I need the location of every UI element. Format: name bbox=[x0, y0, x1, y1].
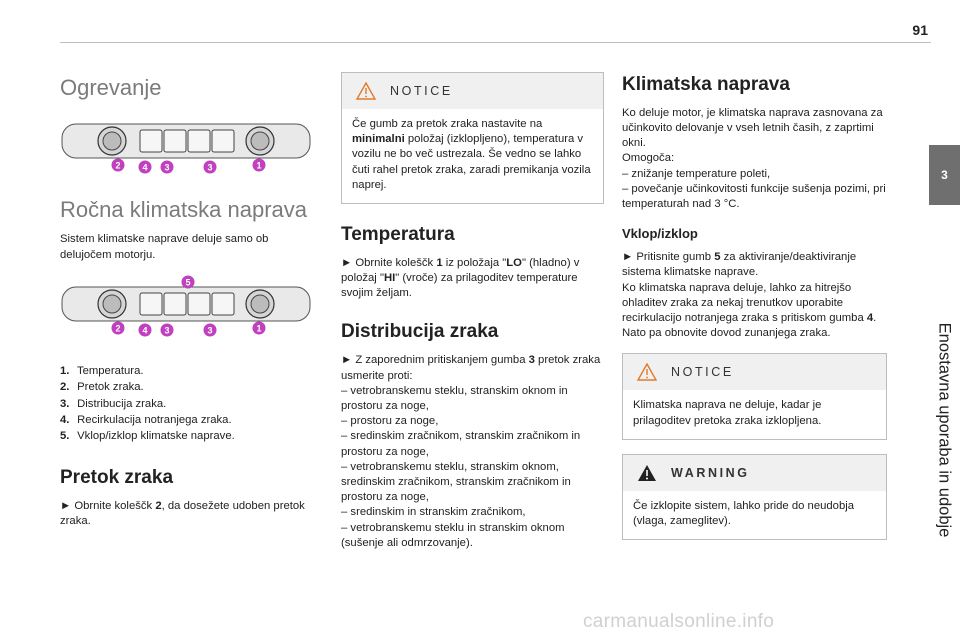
chapter-number: 3 bbox=[941, 168, 948, 182]
legend-item: 3. Distribucija zraka. bbox=[60, 397, 167, 410]
callout-label: 1 bbox=[256, 160, 262, 171]
callout-label: 3 bbox=[207, 162, 213, 173]
omogoca-line: – znižanje temperature poleti, bbox=[622, 167, 771, 180]
klimatska-intro: Ko deluje motor, je klimatska naprava zasnovana za učinkovito delovanje v vseh letnih časih, z zaprtimi okni. bbox=[622, 106, 883, 150]
omogoca-label: Omogoča: bbox=[622, 152, 675, 165]
callout-label: 3 bbox=[164, 162, 170, 173]
legend-item: 1. Temperatura. bbox=[60, 364, 144, 377]
callout-label: 3 bbox=[164, 325, 170, 336]
notice-label: NOTICE bbox=[671, 365, 734, 380]
section-heading-klimatska: Klimatska naprava bbox=[622, 74, 790, 95]
callout-label: 3 bbox=[207, 325, 213, 336]
top-divider bbox=[60, 42, 931, 43]
notice-box-1 bbox=[341, 72, 604, 204]
distribucija-line: – vetrobranskemu steklu, stranskim oknom, sredinskim zračnikom, stranskim zračnikom in prostoru za noge, bbox=[341, 460, 571, 504]
section-heading-temperatura: Temperatura bbox=[341, 224, 455, 246]
notice-text: Če gumb za pretok zraka nastavite na minimalni položaj (izklopljeno), temperatura v vozilu ne bo več ustrezala. Še vedno se lahko čuti rahel pretok zraka, zaradi premikanja vozila naprej. bbox=[352, 118, 591, 191]
notice-triangle-icon bbox=[637, 363, 657, 381]
callout-label: 2 bbox=[115, 160, 121, 171]
distribucija-line: – sredinskim zračnikom, stranskim zračnikom in prostoru za noge, bbox=[341, 430, 581, 458]
page-number: 91 bbox=[912, 22, 928, 38]
left-column bbox=[60, 60, 312, 529]
notice-text: Klimatska naprava ne deluje, kadar je prilagoditev pretoka zraka izklopljena. bbox=[633, 399, 822, 427]
pretok-paragraph: ► Obrnite koleščk 2, da dosežete udoben pretok zraka. bbox=[60, 499, 305, 527]
callout-label: 1 bbox=[256, 323, 262, 334]
callout-label: 5 bbox=[185, 277, 191, 288]
chapter-tab[interactable] bbox=[929, 145, 960, 205]
distribucija-paragraph: ► Z zaporednim pritiskanjem gumba 3 pretok zraka usmerite proti: bbox=[341, 354, 601, 382]
warning-text: Če izklopite sistem, lahko pride do neudobja (vlaga, zameglitev). bbox=[633, 499, 855, 528]
legend-item: 5. Vklop/izklop klimatske naprave. bbox=[60, 430, 235, 443]
notice-header bbox=[342, 73, 603, 109]
section-heading-distribucija: Distribucija zraka bbox=[341, 321, 499, 343]
omogoca-line: – povečanje učinkovitosti funkcije sušenja pozimi, pri temperaturah nad 3 °C. bbox=[622, 182, 886, 211]
callout-label: 2 bbox=[115, 323, 121, 334]
section-heading-ogrevanje: Ogrevanje bbox=[60, 75, 162, 100]
distribucija-line: – vetrobranskemu steklu in stranskim oknom (sušenje ali odmrzovanje). bbox=[341, 521, 565, 549]
legend-item: 4. Recirkulacija notranjega zraka. bbox=[60, 414, 232, 426]
distribucija-line: – sredinskim in stranskim zračnikom, bbox=[341, 506, 526, 519]
callout-label: 4 bbox=[142, 325, 148, 336]
warning-box bbox=[622, 454, 887, 540]
distribucija-line: – prostoru za noge, bbox=[341, 415, 439, 428]
notice-box-2 bbox=[622, 353, 887, 439]
warning-label: WARNING bbox=[671, 465, 750, 480]
section-heading-vklop: Vklop/izklop bbox=[622, 226, 698, 242]
legend-list bbox=[60, 363, 312, 445]
legend-item: 2. Pretok zraka. bbox=[60, 381, 144, 394]
climate-panel-illustration-1 bbox=[60, 120, 312, 180]
warning-header bbox=[623, 455, 886, 491]
temperatura-paragraph: ► Obrnite koleščk 1 iz položaja "LO" (hladno) v položaj "HI" (vroče) za prilagoditev temperature svojim željam. bbox=[341, 256, 580, 300]
right-column bbox=[622, 74, 887, 540]
section-heading-rocna: Ročna klimatska naprava bbox=[60, 197, 308, 223]
distribucija-line: – vetrobranskemu steklu, stranskim oknom in prostoru za noge, bbox=[341, 384, 568, 412]
watermark[interactable]: carmanualsonline.info bbox=[583, 611, 775, 632]
notice-header bbox=[623, 354, 886, 390]
vklop-paragraph: ► Pritisnite gumb 5 za aktiviranje/deaktiviranje sistema klimatske naprave. bbox=[622, 251, 857, 279]
warning-triangle-icon bbox=[637, 464, 657, 482]
middle-column bbox=[341, 72, 604, 551]
intro-paragraph: Sistem klimatske naprave deluje samo ob delujočem motorju. bbox=[60, 233, 269, 261]
vklop-paragraph-2: Ko klimatska naprava deluje, lahko za hitrejšo ohladitev zraka za nekaj trenutkov uporabite recirkulacijo notranjega zraka s pritiskom gumba 4. Nato pa obnovite dovod zunanjega zraka. bbox=[622, 281, 877, 340]
climate-panel-illustration-2 bbox=[60, 275, 312, 341]
notice-triangle-icon bbox=[356, 82, 376, 100]
notice-label: NOTICE bbox=[390, 84, 453, 98]
chapter-title: Enostavna uporaba in udobje bbox=[935, 322, 954, 538]
section-heading-pretok: Pretok zraka bbox=[60, 466, 174, 488]
callout-label: 4 bbox=[142, 162, 148, 173]
